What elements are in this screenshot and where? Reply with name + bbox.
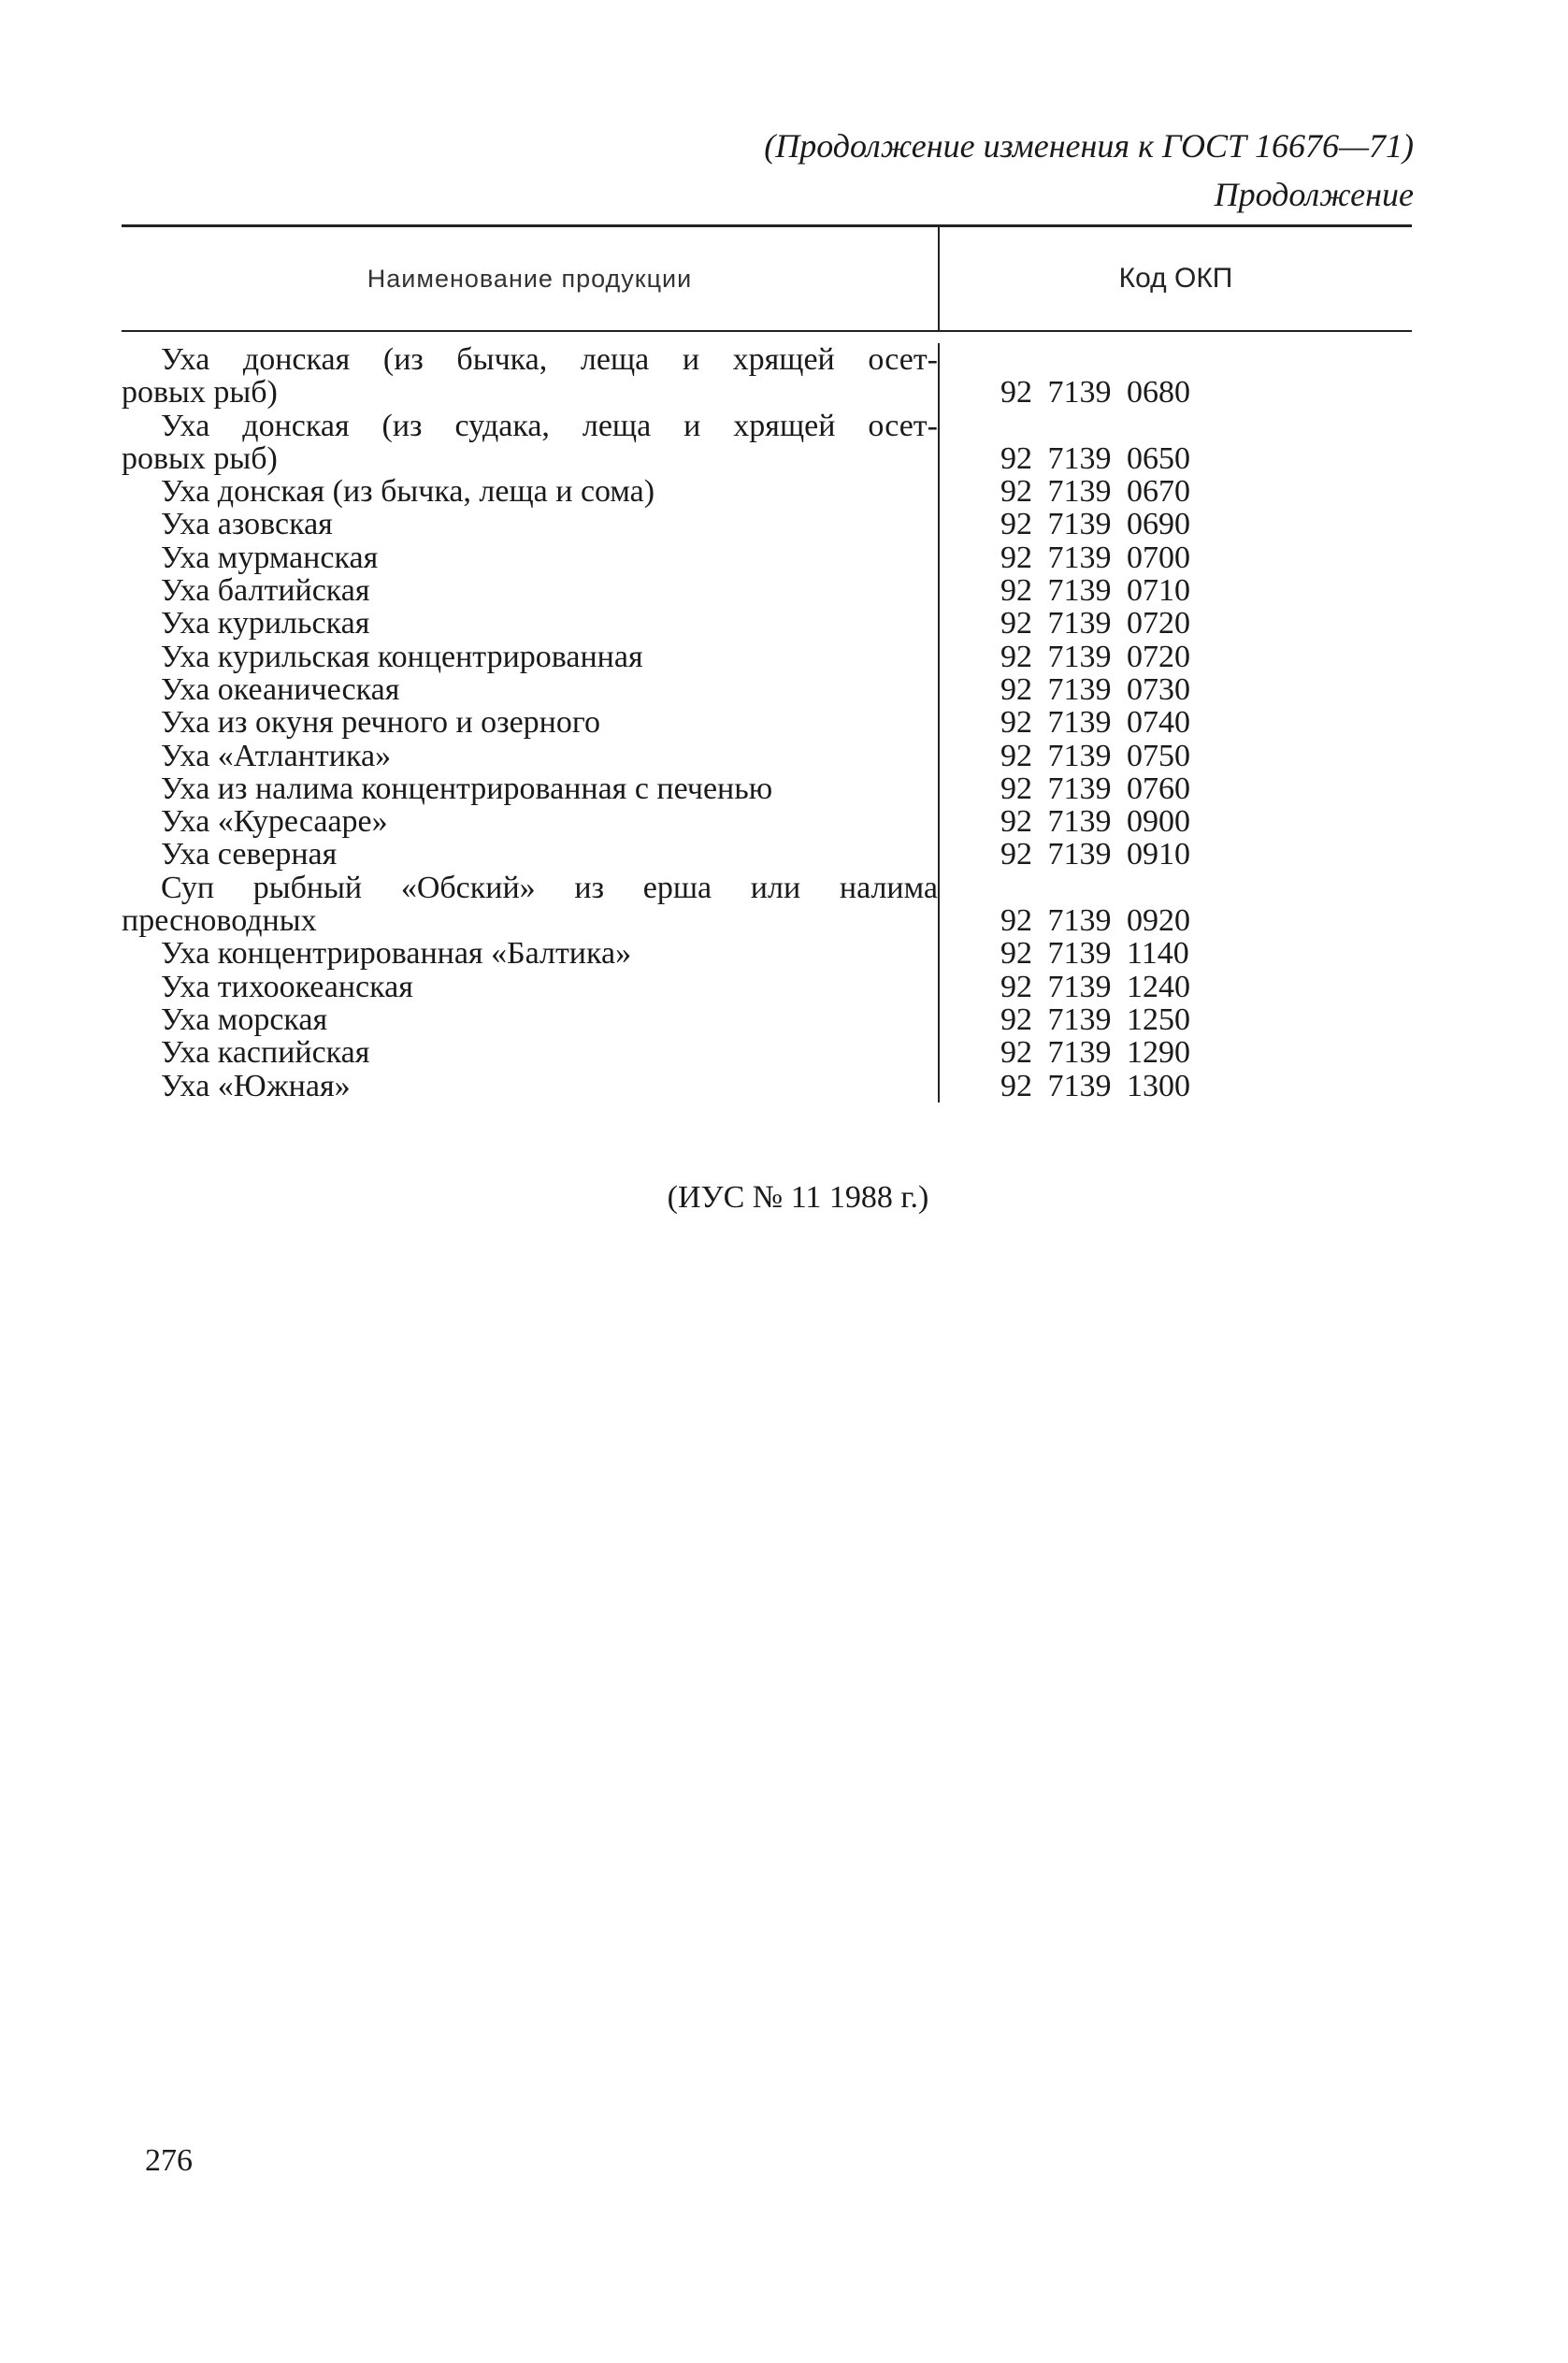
okp-code: 92 7139 0910 bbox=[1000, 837, 1190, 872]
okp-code-spacer bbox=[1000, 410, 1412, 442]
table-header-row bbox=[122, 227, 1412, 330]
product-name-line: Уха тихоокеанская bbox=[161, 969, 413, 1004]
product-name-line: Уха концентрированная «Балтика» bbox=[161, 936, 632, 972]
product-name-line: Уха донская (из судака, леща и хрящей осет- bbox=[161, 408, 938, 443]
product-name-line: Уха мурманская bbox=[161, 540, 379, 575]
product-name-line: Уха из налима концентрированная с печенью bbox=[161, 771, 773, 806]
okp-code-spacer bbox=[1000, 872, 1412, 904]
product-name-line: пресноводных bbox=[122, 903, 317, 939]
column-header-okp-code: Код ОКП bbox=[938, 227, 1412, 330]
okp-code: 92 7139 0740 bbox=[1000, 705, 1190, 741]
column-header-product-name: Наименование продукции bbox=[367, 264, 693, 293]
product-name-line: Уха донская (из бычка, леща и хрящей осет- bbox=[161, 342, 938, 377]
product-name-line: Суп рыбный «Обский» из ерша или налима bbox=[161, 870, 938, 905]
okp-code: 92 7139 0650 bbox=[1000, 440, 1190, 476]
okp-code: 92 7139 1240 bbox=[1000, 969, 1190, 1004]
okp-code: 92 7139 0720 bbox=[1000, 606, 1190, 641]
header-continuation-label: Продолжение bbox=[1214, 176, 1414, 213]
okp-code: 92 7139 0720 bbox=[1000, 639, 1190, 674]
okp-code: 92 7139 0690 bbox=[1000, 507, 1190, 542]
okp-code: 92 7139 1250 bbox=[1000, 1001, 1190, 1037]
okp-code: 92 7139 0920 bbox=[1000, 903, 1190, 939]
header-amendment-title: (Продолжение изменения к ГОСТ 16676—71) bbox=[764, 127, 1414, 165]
product-name-line: ровых рыб) bbox=[122, 375, 278, 411]
okp-code: 92 7139 0730 bbox=[1000, 671, 1190, 707]
product-name-line: Уха донская (из бычка, леща и сома) bbox=[161, 474, 655, 510]
product-name-line: Уха из окуня речного и озерного bbox=[161, 705, 600, 741]
product-name-line: Уха «Куресааре» bbox=[161, 804, 388, 840]
product-name-line: Уха курильская концентрированная bbox=[161, 639, 643, 674]
product-name-line: Уха каспийская bbox=[161, 1035, 370, 1071]
okp-code: 92 7139 0750 bbox=[1000, 738, 1190, 773]
okp-code: 92 7139 0680 bbox=[1000, 375, 1190, 411]
table-body bbox=[122, 332, 1412, 1102]
product-code-table bbox=[122, 224, 1412, 1102]
okp-code: 92 7139 1290 bbox=[1000, 1035, 1190, 1071]
product-name-line: Уха морская bbox=[161, 1001, 328, 1037]
okp-code: 92 7139 0900 bbox=[1000, 804, 1190, 840]
document-header bbox=[764, 122, 1414, 219]
okp-code: 92 7139 1140 bbox=[1000, 936, 1189, 972]
product-name-line: Уха «Атлантика» bbox=[161, 738, 392, 773]
product-name-line: Уха океаническая bbox=[161, 671, 400, 707]
product-name-line: ровых рыб) bbox=[122, 440, 278, 476]
okp-code: 92 7139 0710 bbox=[1000, 573, 1190, 609]
product-name-line: Уха азовская bbox=[161, 507, 333, 542]
okp-code: 92 7139 0700 bbox=[1000, 540, 1190, 575]
product-name-line: Уха «Южная» bbox=[161, 1068, 351, 1103]
page-number: 276 bbox=[145, 2143, 193, 2178]
okp-code-spacer bbox=[1000, 343, 1412, 376]
product-name-line: Уха северная bbox=[161, 837, 338, 872]
okp-code-column bbox=[938, 343, 1412, 1102]
product-name-line: Уха курильская bbox=[161, 606, 370, 641]
okp-code: 92 7139 1300 bbox=[1000, 1068, 1190, 1103]
okp-code: 92 7139 0670 bbox=[1000, 474, 1190, 510]
product-name-column bbox=[122, 343, 938, 1102]
okp-code: 92 7139 0760 bbox=[1000, 771, 1190, 806]
product-name-line: Уха балтийская bbox=[161, 573, 370, 609]
footnote-source: (ИУС № 11 1988 г.) bbox=[667, 1180, 929, 1215]
